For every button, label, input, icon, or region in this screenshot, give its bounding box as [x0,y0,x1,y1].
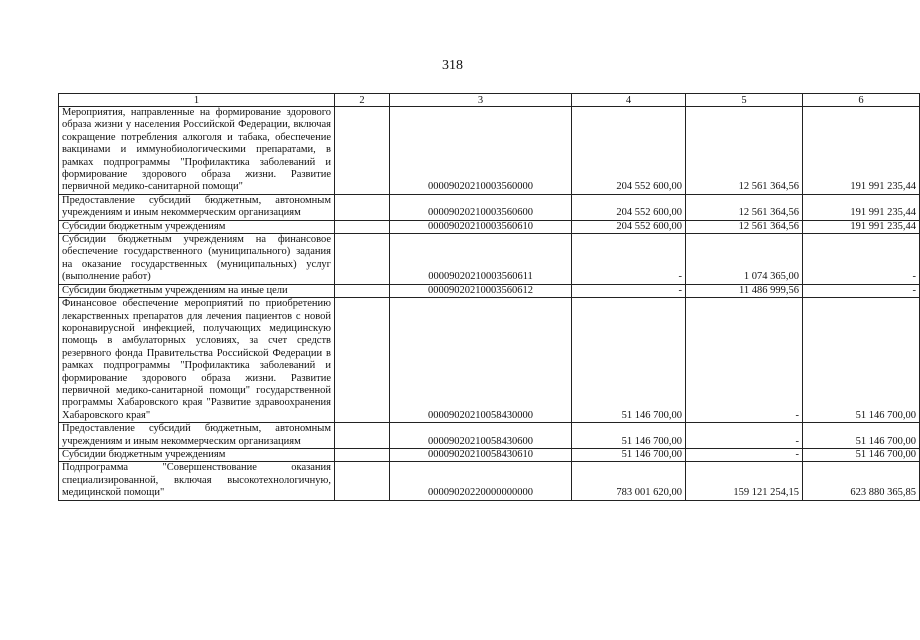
column-number-5: 5 [686,94,803,107]
row-value-6: - [803,234,920,285]
row-code: 00009020210058430600 [390,423,572,449]
row-col2 [335,462,390,500]
column-number-4: 4 [572,94,686,107]
page-number: 318 [442,58,463,73]
row-name: Субсидии бюджетным учреждениям на иные цели [59,284,335,297]
table-row [59,462,920,500]
row-value-4: 51 146 700,00 [572,423,686,449]
row-code: 00009020210003560611 [390,234,572,285]
table-row [59,107,920,195]
row-value-6: - [803,284,920,297]
column-number-2: 2 [335,94,390,107]
row-value-6: 51 146 700,00 [803,298,920,423]
row-value-5: - [686,298,803,423]
row-col2 [335,234,390,285]
row-value-4: 51 146 700,00 [572,448,686,461]
row-value-5: - [686,423,803,449]
row-col2 [335,423,390,449]
row-value-4: 51 146 700,00 [572,298,686,423]
row-col2 [335,194,390,220]
row-value-6: 51 146 700,00 [803,448,920,461]
row-name: Мероприятия, направленные на формирование здорового образа жизни у населения Российской Федерации, включая сокращение потребления алкоголя и табака, обеспечение вакцинами и иммунобиологическими препаратами, в рамках подпрограммы "Профилактика заболеваний и формирование здорового образа жизни. Развитие первичной медико-санитарной помощи" [59,107,335,195]
row-value-5: 1 074 365,00 [686,234,803,285]
table-row [59,298,920,423]
row-value-5: 11 486 999,56 [686,284,803,297]
column-number-3: 3 [390,94,572,107]
row-value-4: 204 552 600,00 [572,107,686,195]
row-value-6: 623 880 365,85 [803,462,920,500]
row-col2 [335,298,390,423]
row-col2 [335,220,390,233]
row-name: Предоставление субсидий бюджетным, автономным учреждениям и иным некоммерческим организациям [59,423,335,449]
table-row [59,234,920,285]
row-col2 [335,284,390,297]
row-code: 00009020210003560612 [390,284,572,297]
row-value-6: 51 146 700,00 [803,423,920,449]
row-name: Субсидии бюджетным учреждениям [59,220,335,233]
column-number-row [59,94,920,107]
row-code: 00009020210058430000 [390,298,572,423]
row-name: Субсидии бюджетным учреждениям [59,448,335,461]
table-row [59,284,920,297]
row-value-4: 204 552 600,00 [572,220,686,233]
row-code: 00009020210003560000 [390,107,572,195]
row-code: 00009020210003560610 [390,220,572,233]
row-code: 00009020220000000000 [390,462,572,500]
row-value-4: 783 001 620,00 [572,462,686,500]
row-code: 00009020210058430610 [390,448,572,461]
row-value-5: 12 561 364,56 [686,107,803,195]
column-number-6: 6 [803,94,920,107]
row-value-5: - [686,448,803,461]
table-row [59,423,920,449]
row-name: Субсидии бюджетным учреждениям на финансовое обеспечение государственного (муниципального) задания на оказание государственных (муниципальных) услуг (выполнение работ) [59,234,335,285]
row-value-4: 204 552 600,00 [572,194,686,220]
row-value-5: 12 561 364,56 [686,194,803,220]
row-value-5: 12 561 364,56 [686,220,803,233]
row-code: 00009020210003560600 [390,194,572,220]
row-value-4: - [572,284,686,297]
table-row [59,194,920,220]
table-row [59,448,920,461]
row-value-6: 191 991 235,44 [803,220,920,233]
row-value-6: 191 991 235,44 [803,107,920,195]
row-value-4: - [572,234,686,285]
row-name: Подпрограмма "Совершенствование оказания специализированной, включая высокотехнологичную, медицинской помощи" [59,462,335,500]
row-col2 [335,107,390,195]
budget-table [58,93,920,501]
row-name: Финансовое обеспечение мероприятий по приобретению лекарственных препаратов для лечения пациентов с новой коронавирусной инфекцией, получающих медицинскую помощь в амбулаторных условиях, за счет средств резервного фонда Правительства Российской Федерации в рамках подпрограммы "Профилактика заболеваний и формирование здорового образа жизни. Развитие первичной медико-санитарной помощи" государственной программы Хабаровского края "Развитие здравоохранения Хабаровского края" [59,298,335,423]
row-col2 [335,448,390,461]
row-value-6: 191 991 235,44 [803,194,920,220]
row-value-5: 159 121 254,15 [686,462,803,500]
table-row [59,220,920,233]
row-name: Предоставление субсидий бюджетным, автономным учреждениям и иным некоммерческим организациям [59,194,335,220]
column-number-1: 1 [59,94,335,107]
